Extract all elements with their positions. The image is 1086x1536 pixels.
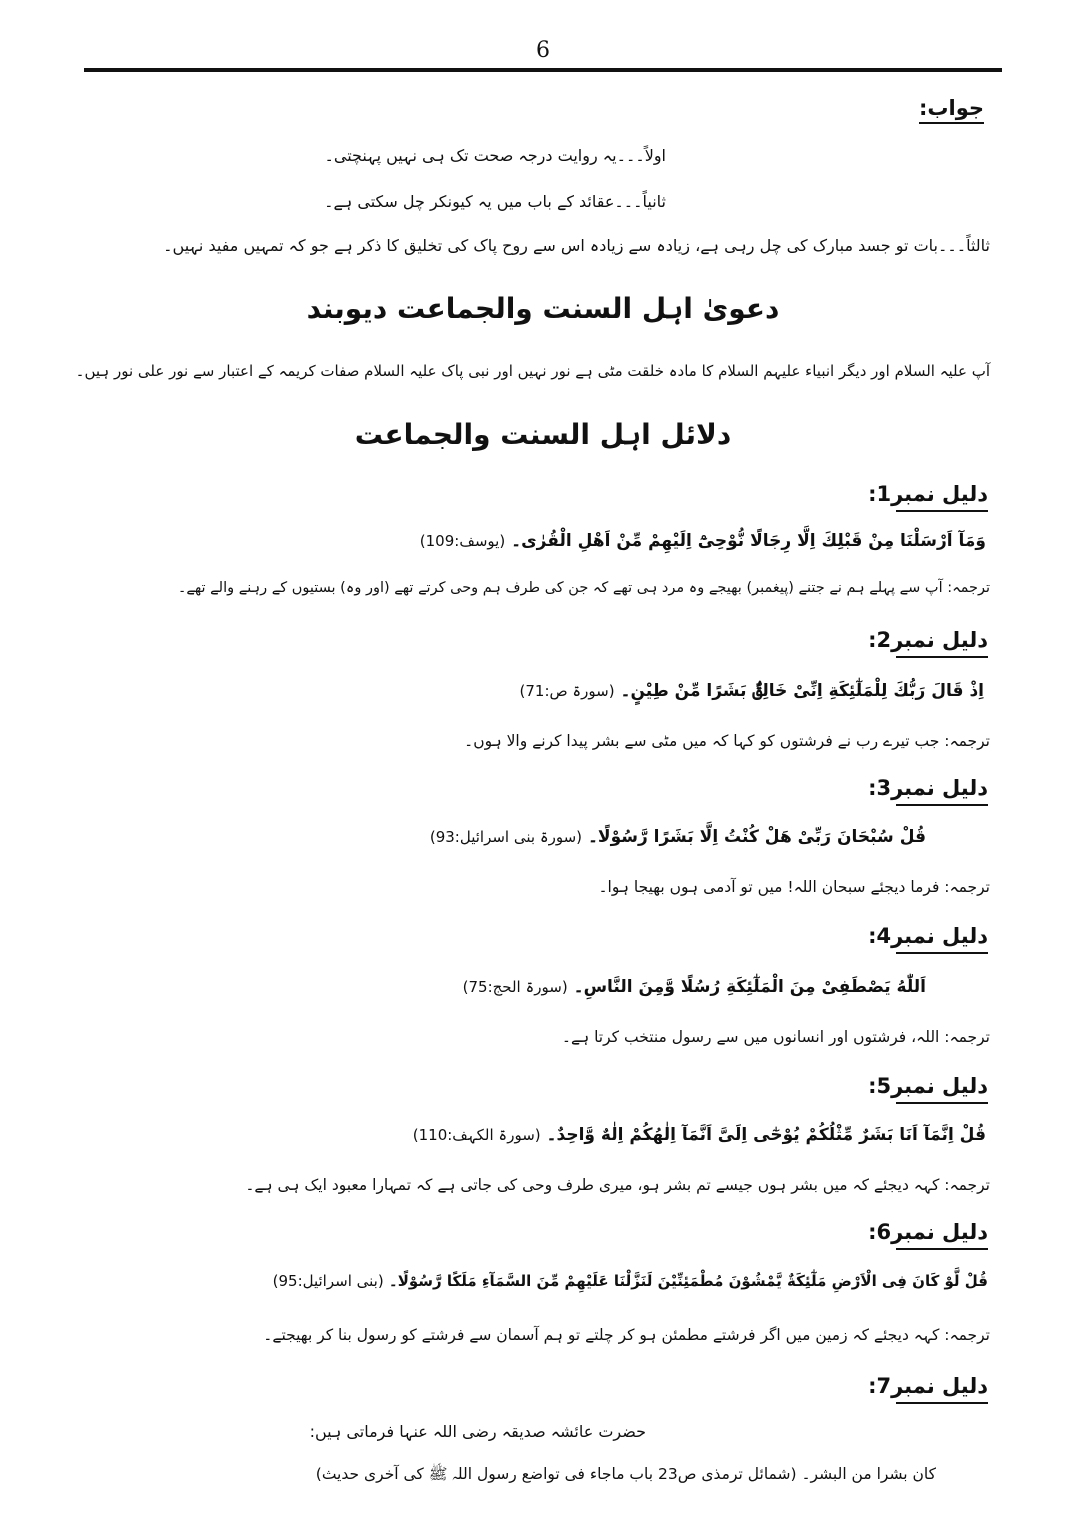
verse-reference: (سورۃ الحج:75) bbox=[462, 978, 568, 996]
answer-line-1: اولاً۔۔۔یہ روایت درجہ صحت تک ہی نہیں پہنچتی۔ bbox=[324, 146, 666, 165]
claim-title: دعویٰ اہل السنت والجماعت دیوبند bbox=[306, 292, 780, 325]
answer-heading: جواب: bbox=[919, 96, 984, 124]
evidence-verse-6 bbox=[273, 1272, 988, 1290]
verse-reference: (سورۃ بنی اسرائیل:93) bbox=[429, 828, 583, 846]
verse-text: اَللّٰهُ یَصْطَفِیْ مِنَ الْمَلٰٓئِكَةِ رُسُلًا وَّمِنَ النَّاسِ۔ bbox=[573, 977, 926, 997]
evidence-translation-4: ترجمہ: اللہ، فرشتوں اور انسانوں میں سے رسول منتخب کرتا ہے۔ bbox=[561, 1028, 990, 1046]
verse-text: قُلْ اِنَّمَآ اَنَا بَشَرٌ مِّثْلُكُمْ یُوْحٰٓی اِلَیَّ اَنَّمَآ اِلٰهُكُمْ اِلٰهٌ وَّاحِدٌ۔ bbox=[546, 1125, 986, 1145]
evidence-verse-2 bbox=[519, 680, 984, 701]
evidence-heading-4: دلیل نمبر4: bbox=[896, 924, 988, 954]
verse-text: قُلْ سُبْحَانَ رَبِّیْ هَلْ كُنْتُ اِلَّا بَشَرًا رَّسُوْلًا۔ bbox=[587, 827, 926, 847]
verse-reference: (سورۃ الکہف:110) bbox=[412, 1126, 541, 1144]
evidence-translation-5: ترجمہ: کہہ دیجئے کہ میں بشر ہوں جیسے تم بشر ہو، میری طرف وحی کی جاتی ہے کہ تمہارا معبود ایک ہی ہے۔ bbox=[245, 1176, 990, 1194]
verse-text: وَمَآ اَرْسَلْنَا مِنْ قَبْلِكَ اِلَّا رِجَالًا نُّوْحِیْٓ اِلَیْهِمْ مِّنْ اَهْلِ الْقُرٰی۔ bbox=[511, 531, 986, 551]
page-number: 6 bbox=[536, 38, 550, 63]
answer-line-2: ثانیاً۔۔۔عقائد کے باب میں یہ کیونکر چل سکتی ہے۔ bbox=[324, 192, 666, 211]
evidence-translation-1: ترجمہ: آپ سے پہلے ہم نے جتنے (پیغمبر) بھیجے وہ مرد ہی تھے کہ جن کی طرف ہم وحی کرتے تھے (اور وہ) بستیوں کے رہنے والے تھے۔ bbox=[177, 580, 990, 596]
evidence-section-title: دلائل اہل السنت والجماعت bbox=[354, 418, 732, 451]
claim-text: آپ علیہ السلام اور دیگر انبیاء علیہم السلام کا مادہ خلقت مٹی ہے نور نہیں اور نبی پاک علیہ السلام صفات کریمہ کے اعتبار سے نور علی نور ہیں۔ bbox=[75, 362, 990, 380]
evidence-heading-2: دلیل نمبر2: bbox=[896, 628, 988, 658]
evidence-verse-3 bbox=[430, 826, 926, 847]
evidence-quote-intro-7: حضرت عائشہ صدیقہ رضی اللہ عنہا فرماتی ہیں: bbox=[309, 1422, 646, 1441]
evidence-verse-4 bbox=[463, 976, 926, 997]
evidence-translation-6: ترجمہ: کہہ دیجئے کہ زمین میں اگر فرشتے مطمئن ہو کر چلتے تو ہم آسمان سے فرشتے کو رسول بنا کر بھیجتے۔ bbox=[263, 1326, 990, 1344]
evidence-verse-5 bbox=[413, 1124, 986, 1145]
verse-text: اِذْ قَالَ رَبُّكَ لِلْمَلٰٓئِكَةِ اِنِّیْ خَالِقٌۢ بَشَرًا مِّنْ طِیْنٍ۔ bbox=[620, 681, 984, 701]
evidence-verse-1 bbox=[420, 530, 986, 551]
answer-line-3: ثالثاً۔۔۔بات تو جسد مبارک کی چل رہی ہے، زیادہ سے زیادہ اس سے روح پاک کی تخلیق کا ذکر ہے جو کہ تمہیں مفید نہیں۔ bbox=[163, 236, 990, 255]
evidence-heading-3: دلیل نمبر3: bbox=[896, 776, 988, 806]
evidence-translation-3: ترجمہ: فرما دیجئے سبحان اللہ! میں تو آدمی ہوں بھیجا ہوا۔ bbox=[598, 878, 990, 896]
evidence-heading-6: دلیل نمبر6: bbox=[896, 1220, 988, 1250]
evidence-heading-7: دلیل نمبر7: bbox=[896, 1374, 988, 1404]
evidence-translation-2: ترجمہ: جب تیرے رب نے فرشتوں کو کہا کہ میں مٹی سے بشر پیدا کرنے والا ہوں۔ bbox=[464, 732, 990, 750]
verse-reference: (یوسف:109) bbox=[419, 532, 506, 550]
verse-reference: (بنی اسرائیل:95) bbox=[272, 1272, 384, 1290]
verse-reference: (سورۃ ص:71) bbox=[519, 682, 615, 700]
header-rule bbox=[84, 68, 1002, 72]
evidence-heading-1: دلیل نمبر1: bbox=[896, 482, 988, 512]
evidence-heading-5: دلیل نمبر5: bbox=[896, 1074, 988, 1104]
verse-text: قُلْ لَّوْ كَانَ فِی الْاَرْضِ مَلٰٓئِكَةٌ یَّمْشُوْنَ مُطْمَئِنِّیْنَ لَنَزَّلْنَا عَلَیْهِمْ مِّنَ السَّمَآءِ مَلَكًا رَّسُوْلًا۔ bbox=[388, 1272, 988, 1290]
evidence-citation-7: کان بشرا من البشر۔ (شمائل ترمذی ص23 باب ماجاء فی تواضع رسول اللہ ﷺ کی آخری حدیث) bbox=[315, 1465, 936, 1483]
